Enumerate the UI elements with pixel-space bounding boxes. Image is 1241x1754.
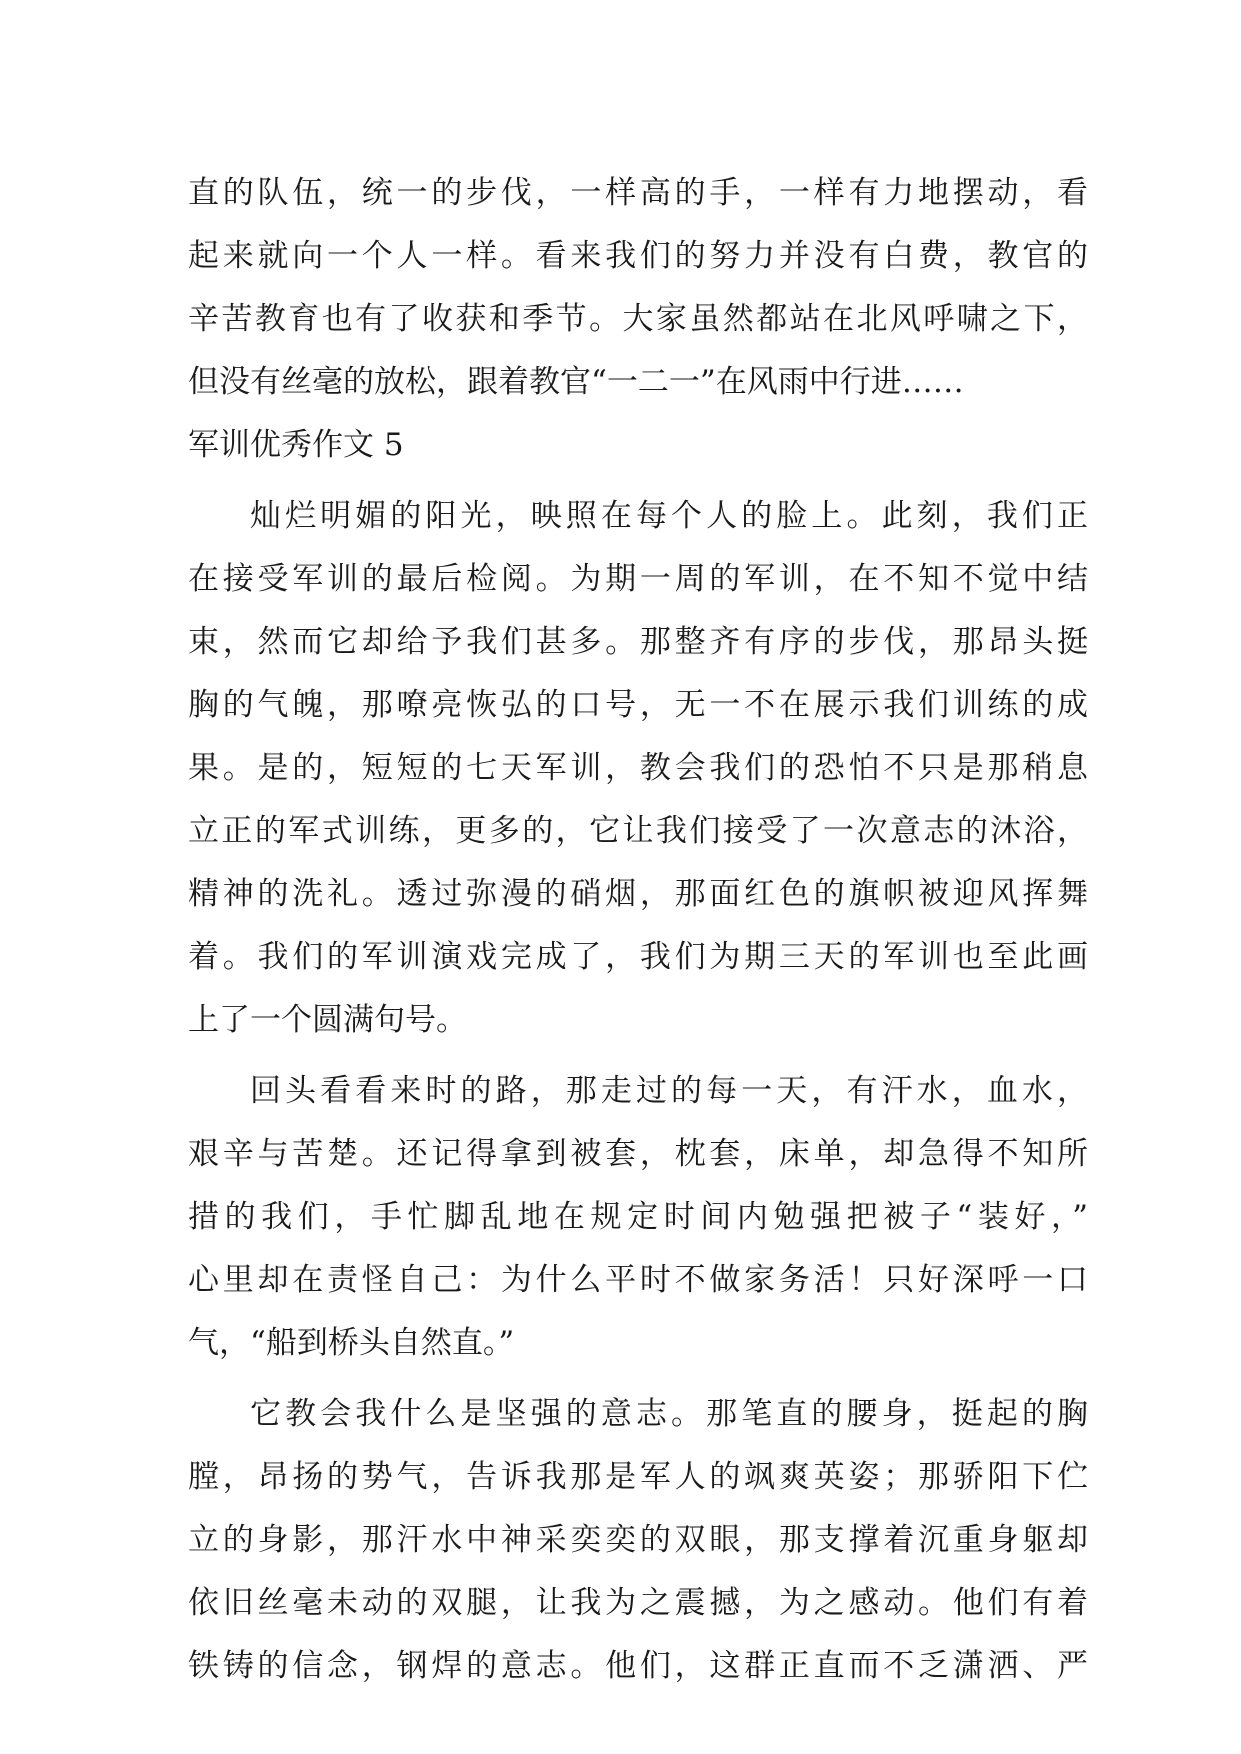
- text-line: 立的身影，那汗水中神采奕奕的双眼，那支撑着沉重身躯却: [188, 1522, 1088, 1558]
- continued-paragraph: [188, 162, 1088, 414]
- text-line: 膛，昂扬的势气，告诉我那是军人的飒爽英姿；那骄阳下伫: [188, 1459, 1088, 1495]
- text-line: 铁铸的信念，钢焊的意志。他们，这群正直而不乏潇洒、严: [188, 1648, 1088, 1684]
- text-line: 在接受军训的最后检阅。为期一周的军训，在不知不觉中结: [188, 561, 1088, 597]
- text-line: 灿烂明媚的阳光，映照在每个人的脸上。此刻，我们正: [250, 498, 1088, 534]
- text-line: 立正的军式训练，更多的，它让我们接受了一次意志的沐浴，: [188, 813, 1088, 849]
- text-line: 气，“船到桥头自然直。”: [188, 1325, 515, 1361]
- text-line: 艰辛与苦楚。还记得拿到被套，枕套，床单，却急得不知所: [188, 1136, 1088, 1172]
- section-title: 军训优秀作文 5: [188, 427, 404, 463]
- text-line: 它教会我什么是坚强的意志。那笔直的腰身，挺起的胸: [250, 1396, 1088, 1432]
- paragraph: [188, 1060, 1088, 1375]
- text-line: 胸的气魄，那嘹亮恢弘的口号，无一不在展示我们训练的成: [188, 687, 1088, 723]
- text-line: 起来就向一个人一样。看来我们的努力并没有白费，教官的: [188, 238, 1088, 274]
- text-line: 依旧丝毫未动的双腿，让我为之震撼，为之感动。他们有着: [188, 1585, 1088, 1621]
- text-line: 回头看看来时的路，那走过的每一天，有汗水，血水，: [250, 1073, 1088, 1109]
- text-line: 直的队伍，统一的步伐，一样高的手，一样有力地摆动，看: [188, 175, 1088, 211]
- paragraph: [188, 485, 1088, 1052]
- text-line: 措的我们，手忙脚乱地在规定时间内勉强把被子“装好，”: [188, 1199, 1088, 1235]
- text-line: 精神的洗礼。透过弥漫的硝烟，那面红色的旗帜被迎风挥舞: [188, 876, 1088, 912]
- text-line: 心里却在责怪自己：为什么平时不做家务活！只好深呼一口: [188, 1262, 1088, 1298]
- text-line: 着。我们的军训演戏完成了，我们为期三天的军训也至此画: [188, 939, 1088, 975]
- text-line: 辛苦教育也有了收获和季节。大家虽然都站在北风呼啸之下，: [188, 301, 1088, 337]
- text-line: 但没有丝毫的放松，跟着教官“一二一”在风雨中行进……: [188, 364, 964, 400]
- document-body: [188, 162, 1088, 1698]
- text-line: 束，然而它却给予我们甚多。那整齐有序的步伐，那昂头挺: [188, 624, 1088, 660]
- paragraph: [188, 1383, 1088, 1698]
- text-line: 上了一个圆满句号。: [188, 1002, 467, 1038]
- text-line: 果。是的，短短的七天军训，教会我们的恐怕不只是那稍息: [188, 750, 1088, 786]
